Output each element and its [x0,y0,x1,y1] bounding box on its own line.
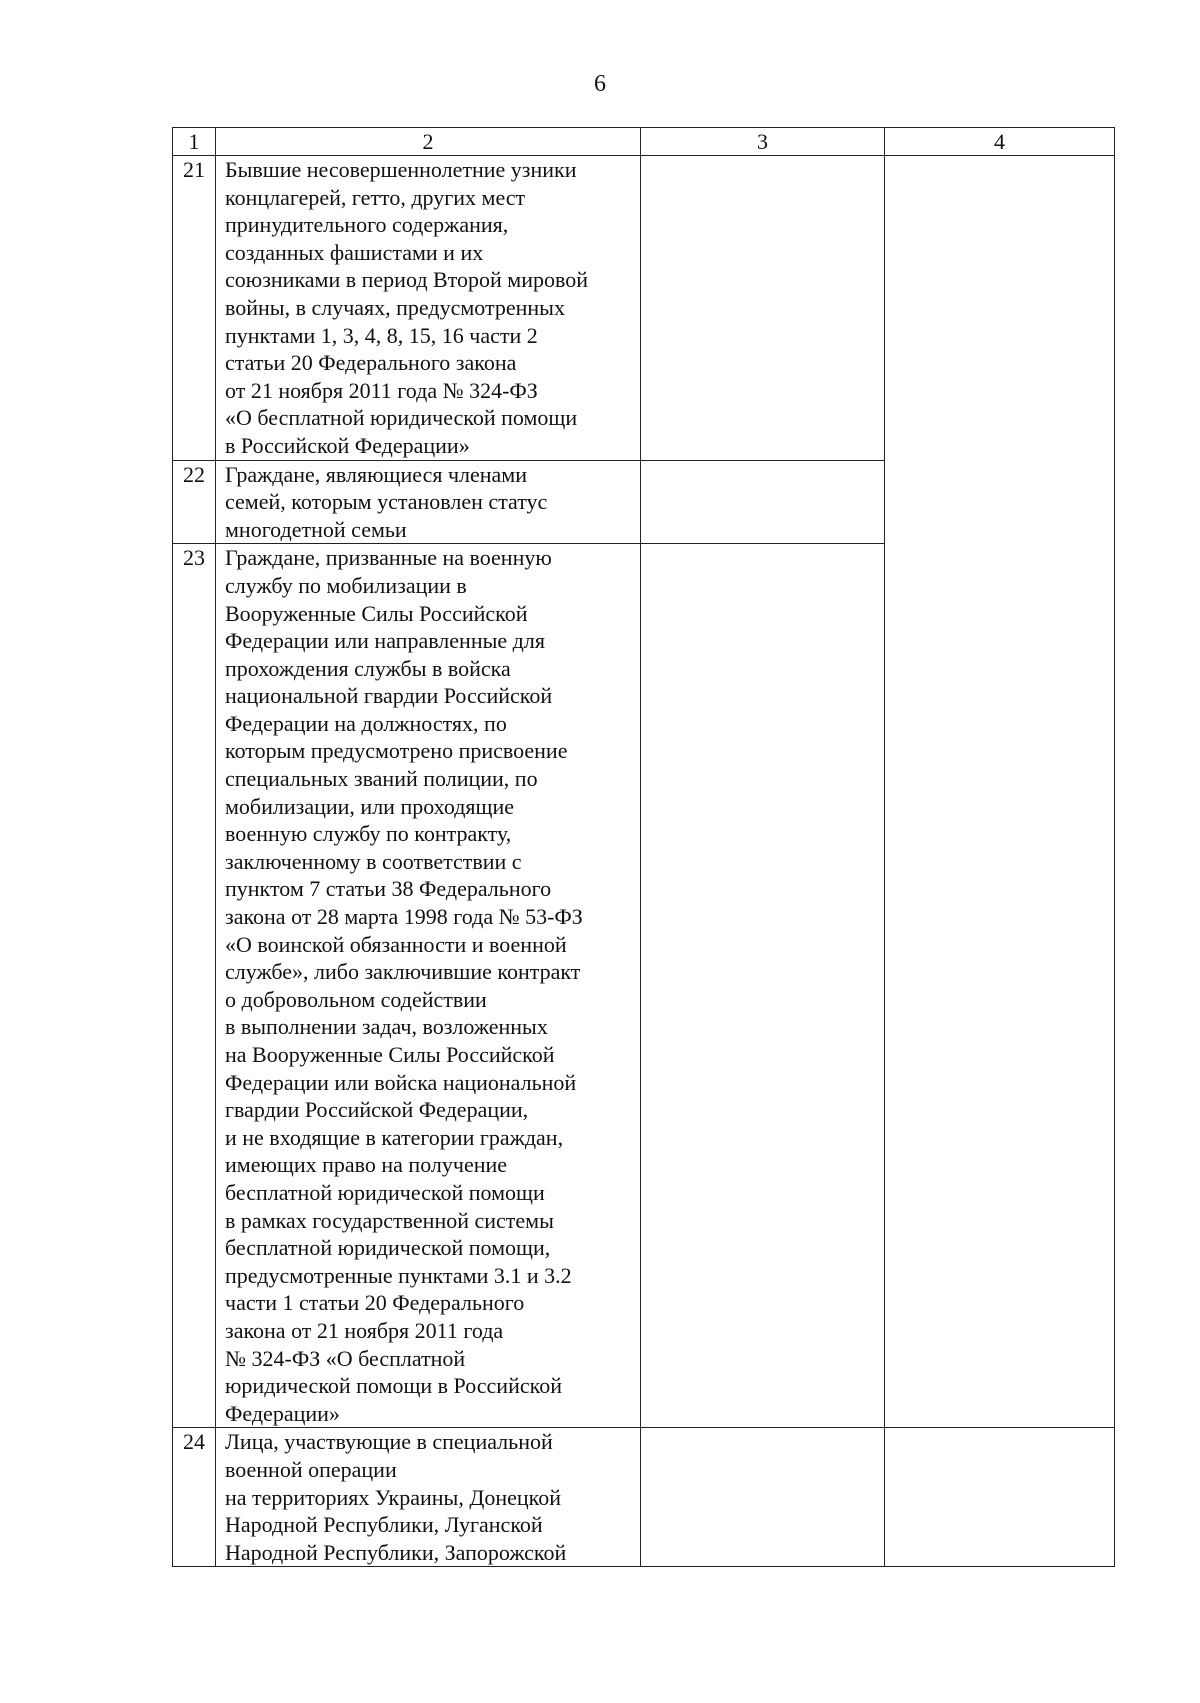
row-col3-cell [641,460,885,544]
header-col-4: 4 [885,128,1115,156]
header-col-2: 2 [216,128,641,156]
header-col-3: 3 [641,128,885,156]
document-table [172,127,1115,1567]
row-number: 21 [173,156,216,461]
table-row [173,1428,1115,1567]
row-number: 22 [173,460,216,544]
table-row [173,156,1115,461]
row-col3-cell [641,156,885,461]
row-col3-cell [641,544,885,1428]
row-description: Граждане, призванные на военную службу по мобилизации в Вооруженные Силы Российской Федерации или направленные для прохождения службы в войска национальной гвардии Российской Федерации на должностях, по которым предусмотрено присвоение специальных званий полиции, по мобилизации, или проходящие военную службу по контракту, заключенному в соответствии с пунктом 7 статьи 38 Федерального закона от 28 марта 1998 года № 53-ФЗ «О воинской обязанности и военной службе», либо заключившие контракт о добровольном содействии в выполнении задач, возложенных на Вооруженные Силы Российской Федерации или войска национальной гвардии Российской Федерации, и не входящие в категории граждан, имеющих право на получение бесплатной юридической помощи в рамках государственной системы бесплатной юридической помощи, предусмотренные пунктами 3.1 и 3.2 части 1 статьи 20 Федерального закона от 21 ноября 2011 года № 324-ФЗ «О бесплатной юридической помощи в Российской Федерации» [216,544,641,1428]
row-number: 23 [173,544,216,1428]
table-header-row [173,128,1115,156]
row-col3-cell [641,1428,885,1567]
header-col-1: 1 [173,128,216,156]
page-number: 6 [594,71,606,97]
row-description: Граждане, являющиеся членами семей, которым установлен статус многодетной семьи [216,460,641,544]
row-description: Лица, участвующие в специальной военной операции на территориях Украины, Донецкой Народной Республики, Луганской Народной Республики, Запорожской [216,1428,641,1567]
row-number: 24 [173,1428,216,1567]
col4-merged-cell [885,156,1115,1428]
col4-cell [885,1428,1115,1567]
row-description: Бывшие несовершеннолетние узники концлагерей, гетто, других мест принудительного содержания, созданных фашистами и их союзниками в период Второй мировой войны, в случаях, предусмотренных пунктами 1, 3, 4, 8, 15, 16 части 2 статьи 20 Федерального закона от 21 ноября 2011 года № 324-ФЗ «О бесплатной юридической помощи в Российской Федерации» [216,156,641,461]
